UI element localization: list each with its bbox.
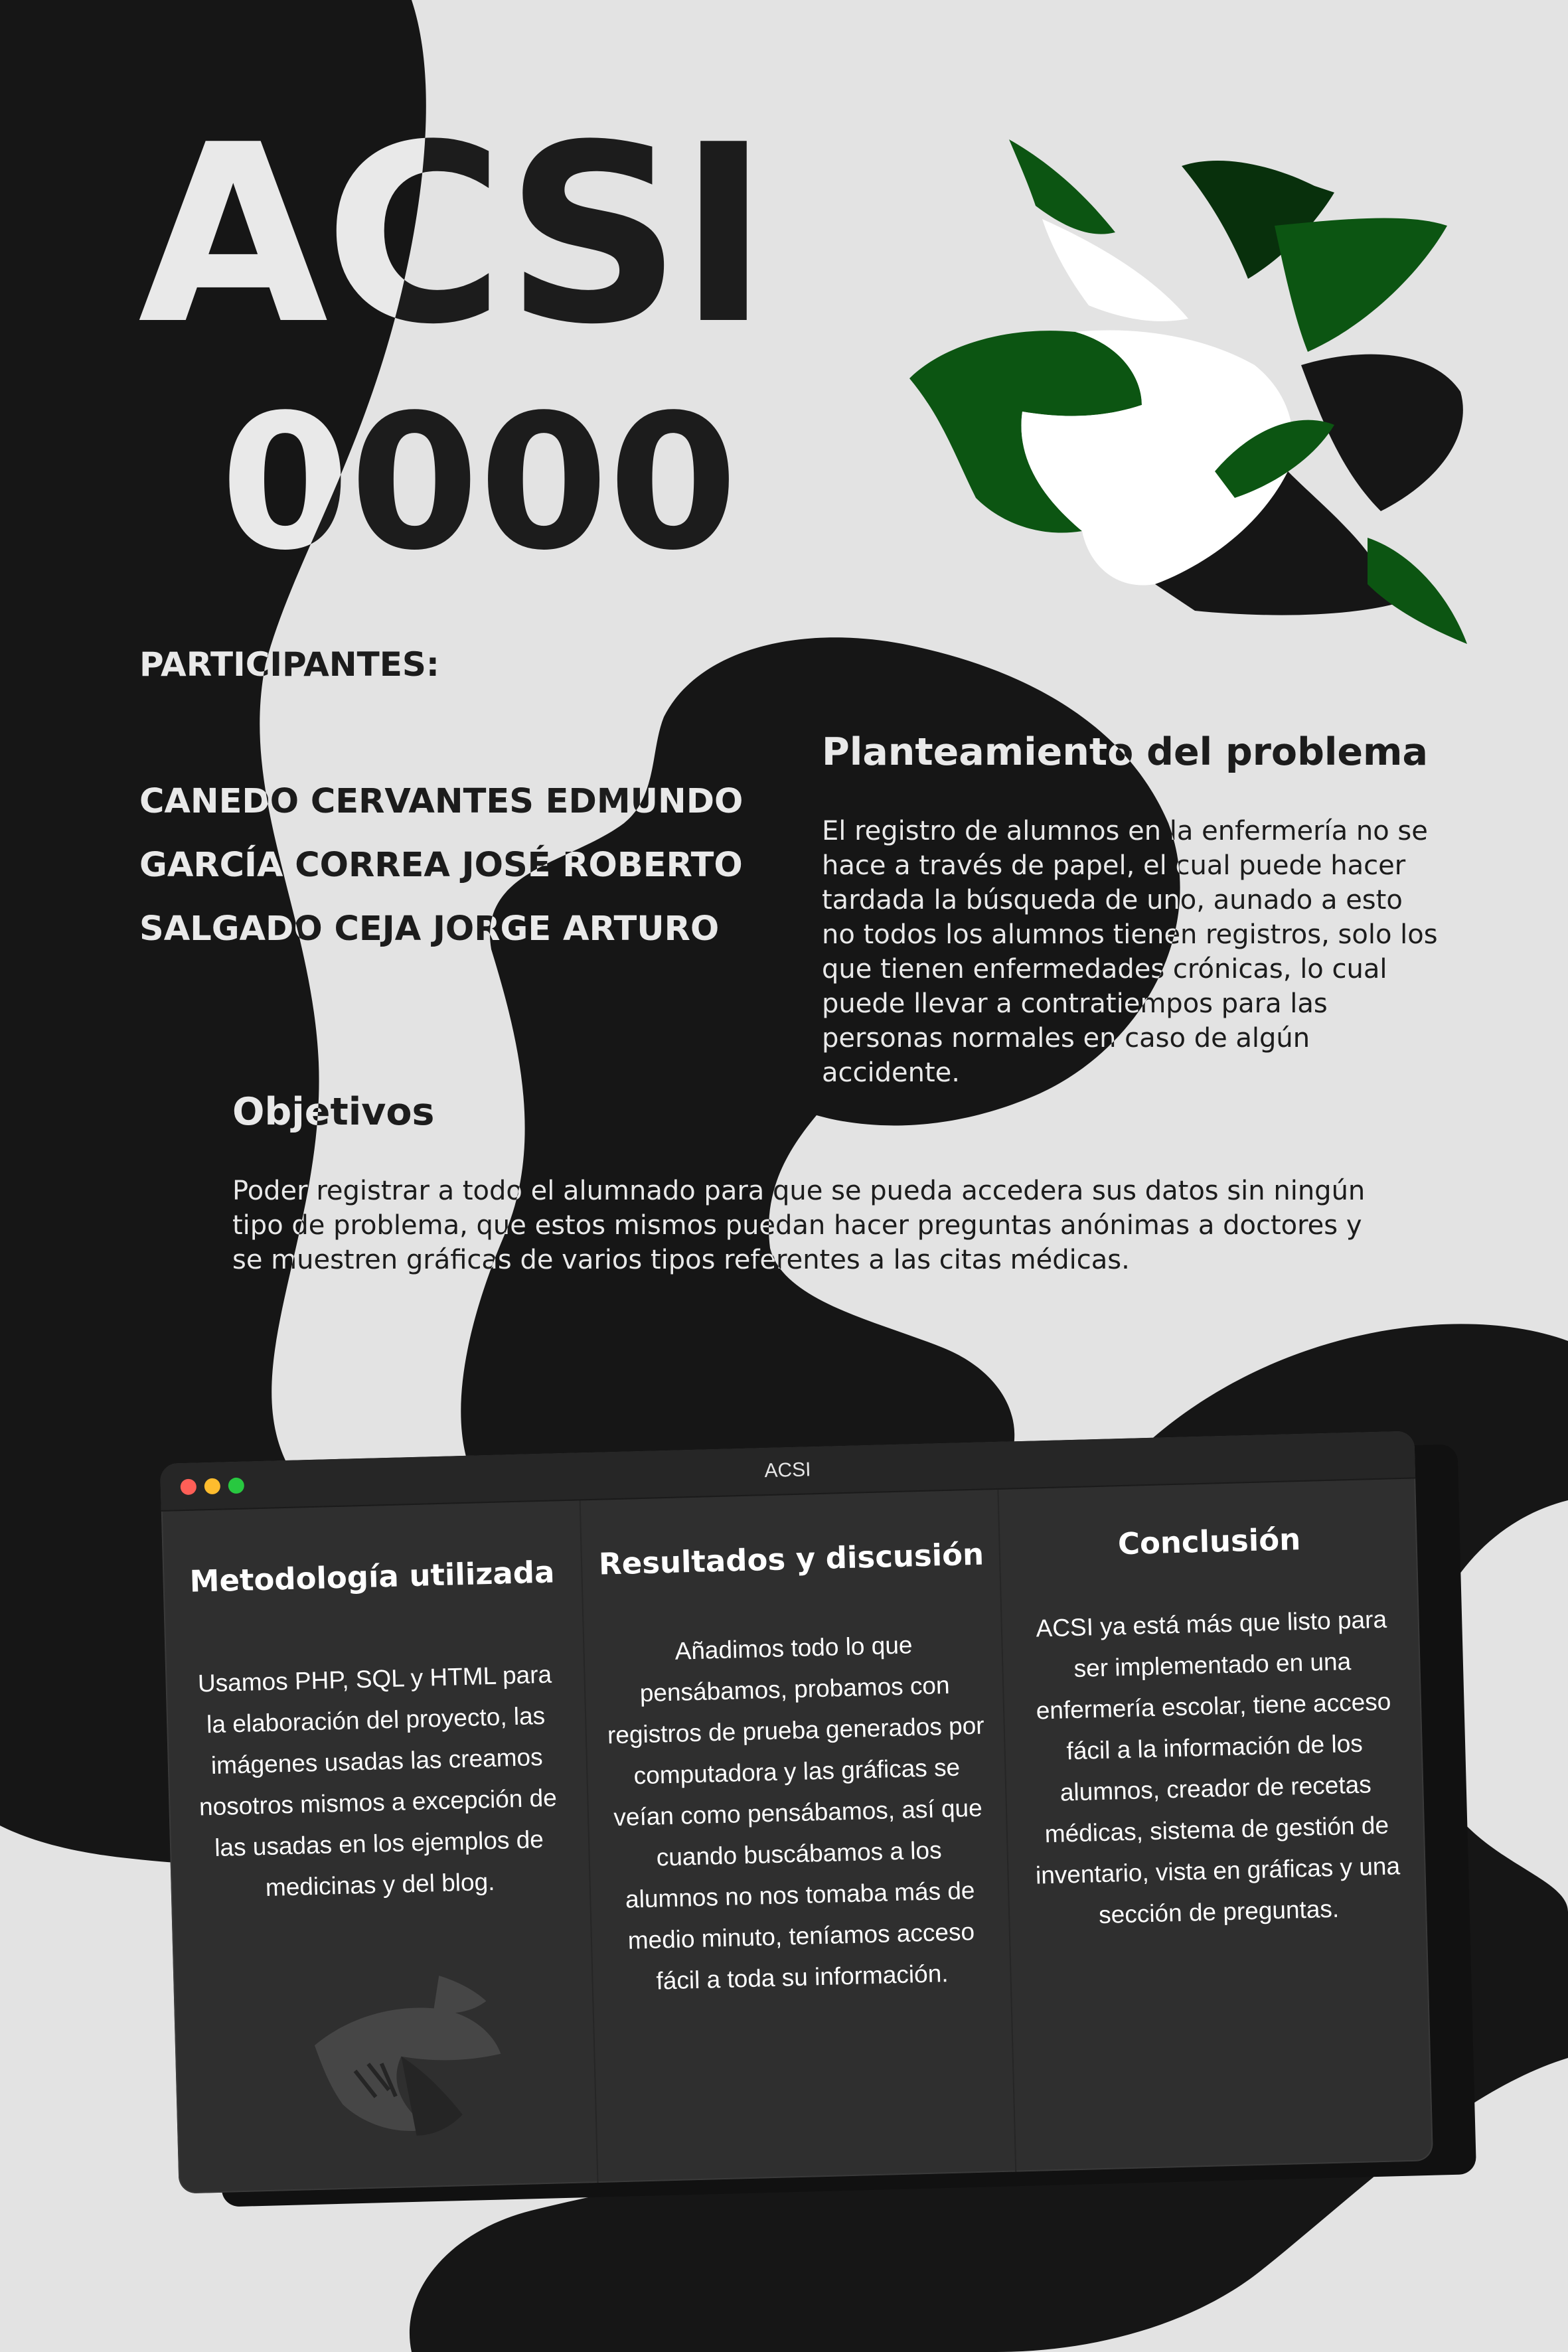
mini-logo-icon [286,1961,510,2166]
objectives-title: Objetivos [232,1090,435,1134]
participant-name: CANEDO CERVANTES EDMUNDO [139,782,744,821]
participants-list [139,770,743,961]
participant-name: SALGADO CEJA JORGE ARTURO [139,909,720,949]
methodology-column [161,1500,597,2193]
poster-title: ACSI [138,93,765,378]
results-text: Añadimos todo lo que pensábamos, probamos con registros de prueba generados por computadora y las gráficas se veían como pensábamos, así que cuando buscábamos a los alumnos no nos tomaba más de medio minuto, teníamos acceso fácil a toda su información. [607,1631,985,1995]
conclusion-column [997,1478,1433,2173]
window-title: ACSI [764,1458,811,1482]
poster-number: 0000 [220,375,738,591]
participants-label: PARTICIPANTES: [139,645,439,684]
results-title: Resultados y discusión [598,1536,984,1582]
problem-title: Planteamiento del problema [822,730,1428,774]
participant-name: GARCÍA CORREA JOSÉ ROBERTO [139,846,743,885]
conclusion-title: Conclusión [1117,1521,1301,1562]
acsi-logo-icon [903,126,1474,657]
objectives-text: Poder registrar a todo el alumnado para que se pueda accedera sus datos sin ningún tipo de problema, que estos mismos puedan hacer preguntas anónimas a doctores y se muestren gráficas de varios tipos referentes a las citas médicas. [232,1176,1366,1275]
results-column [580,1490,1017,2184]
problem-text: El registro de alumnos en la enfermería no se hace a través de papel, el cual puede hacer tardada la búsqueda de uno, aunado a esto no todos los alumnos tienen registros, solo los que tienen enfermedades crónicas, lo cual puede llevar a contratiempos para las personas normales en caso de algún accidente. [822,816,1438,1088]
methodology-text: Usamos PHP, SQL y HTML para la elaboración del proyecto, las imágenes usadas las creamos nosotros mismos a excepción de las usadas en los ejemplos de medicinas y del blog. [197,1660,558,1901]
conclusion-text: ACSI ya está más que listo para ser implementado en una enfermería escolar, tiene acceso fácil a la información de los alumnos, creador de recetas médicas, sistema de gestión de inventario, vista en gráficas y una sección de preguntas. [1035,1605,1401,1929]
app-window [160,1431,1433,2193]
methodology-title: Metodología utilizada [189,1554,555,1599]
